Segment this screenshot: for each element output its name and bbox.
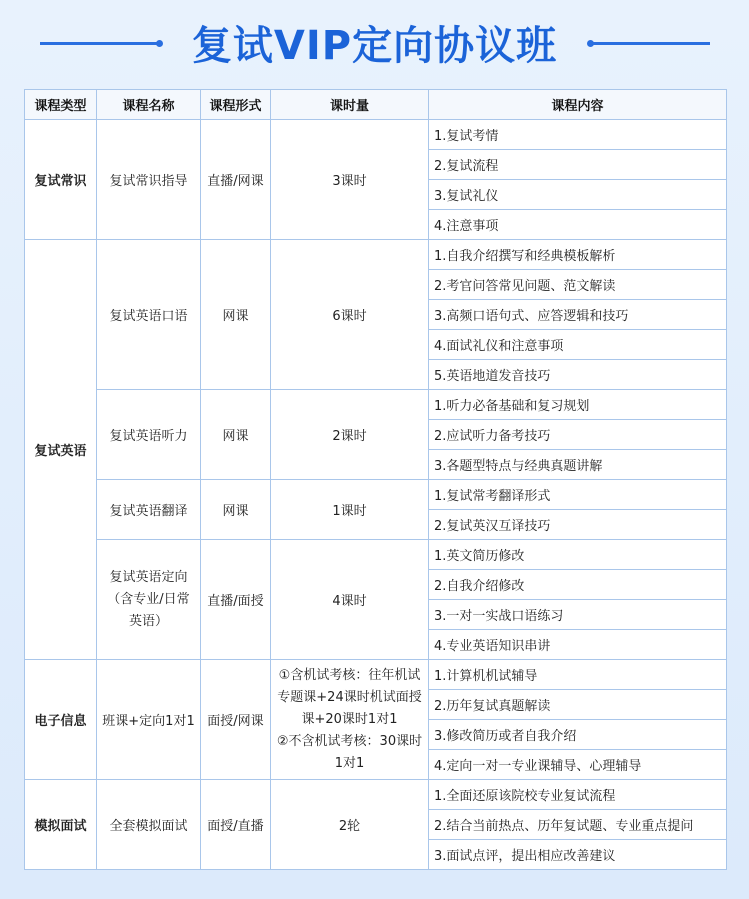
content-item: 2.历年复试真题解读 — [429, 690, 727, 720]
content-item: 3.面试点评，提出相应改善建议 — [429, 840, 727, 870]
content-item: 1.自我介绍撰写和经典模板解析 — [429, 240, 727, 270]
content-item: 4.定向一对一专业课辅导、心理辅导 — [429, 750, 727, 780]
header — [0, 0, 749, 88]
content-item: 3.复试礼仪 — [429, 180, 727, 210]
content-item: 2.应试听力备考技巧 — [429, 420, 727, 450]
course-type: 复试常识 — [25, 120, 97, 240]
table-row — [25, 780, 727, 810]
course-hours — [271, 660, 429, 780]
content-item: 1.英文简历修改 — [429, 540, 727, 570]
course-name-line: （含专业/日常 — [107, 591, 190, 607]
content-item: 3.高频口语句式、应答逻辑和技巧 — [429, 300, 727, 330]
content-item: 1.计算机机试辅导 — [429, 660, 727, 690]
course-name: 班课+定向1对1 — [97, 660, 201, 780]
table-row — [25, 390, 727, 420]
header-cell: 课时量 — [271, 90, 429, 120]
content-item: 5.英语地道发音技巧 — [429, 360, 727, 390]
course-name: 复试英语听力 — [97, 390, 201, 480]
course-format: 面授/直播 — [201, 780, 271, 870]
course-type: 电子信息 — [25, 660, 97, 780]
course-hours: 6课时 — [271, 240, 429, 390]
content-item: 3.一对一实战口语练习 — [429, 600, 727, 630]
header-row — [25, 90, 727, 120]
course-type: 复试英语 — [25, 240, 97, 660]
content-item: 1.复试常考翻译形式 — [429, 480, 727, 510]
course-name-line: 英语） — [128, 613, 168, 629]
course-format: 直播/网课 — [201, 120, 271, 240]
hours-line: ①含机试考核：往年机试 — [278, 667, 421, 683]
course-format: 网课 — [201, 480, 271, 540]
content-item: 2.自我介绍修改 — [429, 570, 727, 600]
hours-line: 课+20课时1对1 — [301, 711, 398, 727]
content-item: 4.注意事项 — [429, 210, 727, 240]
course-name: 复试英语翻译 — [97, 480, 201, 540]
content-item: 2.复试英汉互译技巧 — [429, 510, 727, 540]
hours-line: 1对1 — [334, 755, 365, 771]
course-name-line: 复试英语定向 — [109, 569, 188, 585]
hours-line: 专题课+24课时机试面授 — [277, 689, 422, 705]
title-rule-right — [590, 42, 710, 45]
content-item: 2.复试流程 — [429, 150, 727, 180]
course-type: 模拟面试 — [25, 780, 97, 870]
hours-line: ②不含机试考核：30课时 — [276, 733, 423, 749]
table-row — [25, 540, 727, 570]
content-item: 1.复试考情 — [429, 120, 727, 150]
course-hours: 2轮 — [271, 780, 429, 870]
course-format: 面授/网课 — [201, 660, 271, 780]
course-hours: 1课时 — [271, 480, 429, 540]
course-format: 网课 — [201, 390, 271, 480]
course-name: 复试常识指导 — [97, 120, 201, 240]
course-hours: 3课时 — [271, 120, 429, 240]
course-hours: 2课时 — [271, 390, 429, 480]
header-cell: 课程名称 — [97, 90, 201, 120]
course-name: 复试英语口语 — [97, 240, 201, 390]
course-hours: 4课时 — [271, 540, 429, 660]
table-row — [25, 480, 727, 510]
page-title: 复试VIP定向协议班 — [191, 23, 558, 69]
content-item: 1.全面还原该院校专业复试流程 — [429, 780, 727, 810]
header-cell: 课程内容 — [429, 90, 727, 120]
content-item: 2.考官问答常见问题、范文解读 — [429, 270, 727, 300]
course-name — [97, 540, 201, 660]
course-name: 全套模拟面试 — [97, 780, 201, 870]
course-table — [24, 89, 727, 870]
header-cell: 课程形式 — [201, 90, 271, 120]
content-item: 1.听力必备基础和复习规划 — [429, 390, 727, 420]
content-item: 3.各题型特点与经典真题讲解 — [429, 450, 727, 480]
table-row — [25, 120, 727, 150]
course-format: 直播/面授 — [201, 540, 271, 660]
content-item: 4.面试礼仪和注意事项 — [429, 330, 727, 360]
table-row — [25, 240, 727, 270]
course-format: 网课 — [201, 240, 271, 390]
content-item: 3.修改简历或者自我介绍 — [429, 720, 727, 750]
table-row — [25, 660, 727, 690]
header-cell: 课程类型 — [25, 90, 97, 120]
content-item: 2.结合当前热点、历年复试题、专业重点提问 — [429, 810, 727, 840]
content-item: 4.专业英语知识串讲 — [429, 630, 727, 660]
